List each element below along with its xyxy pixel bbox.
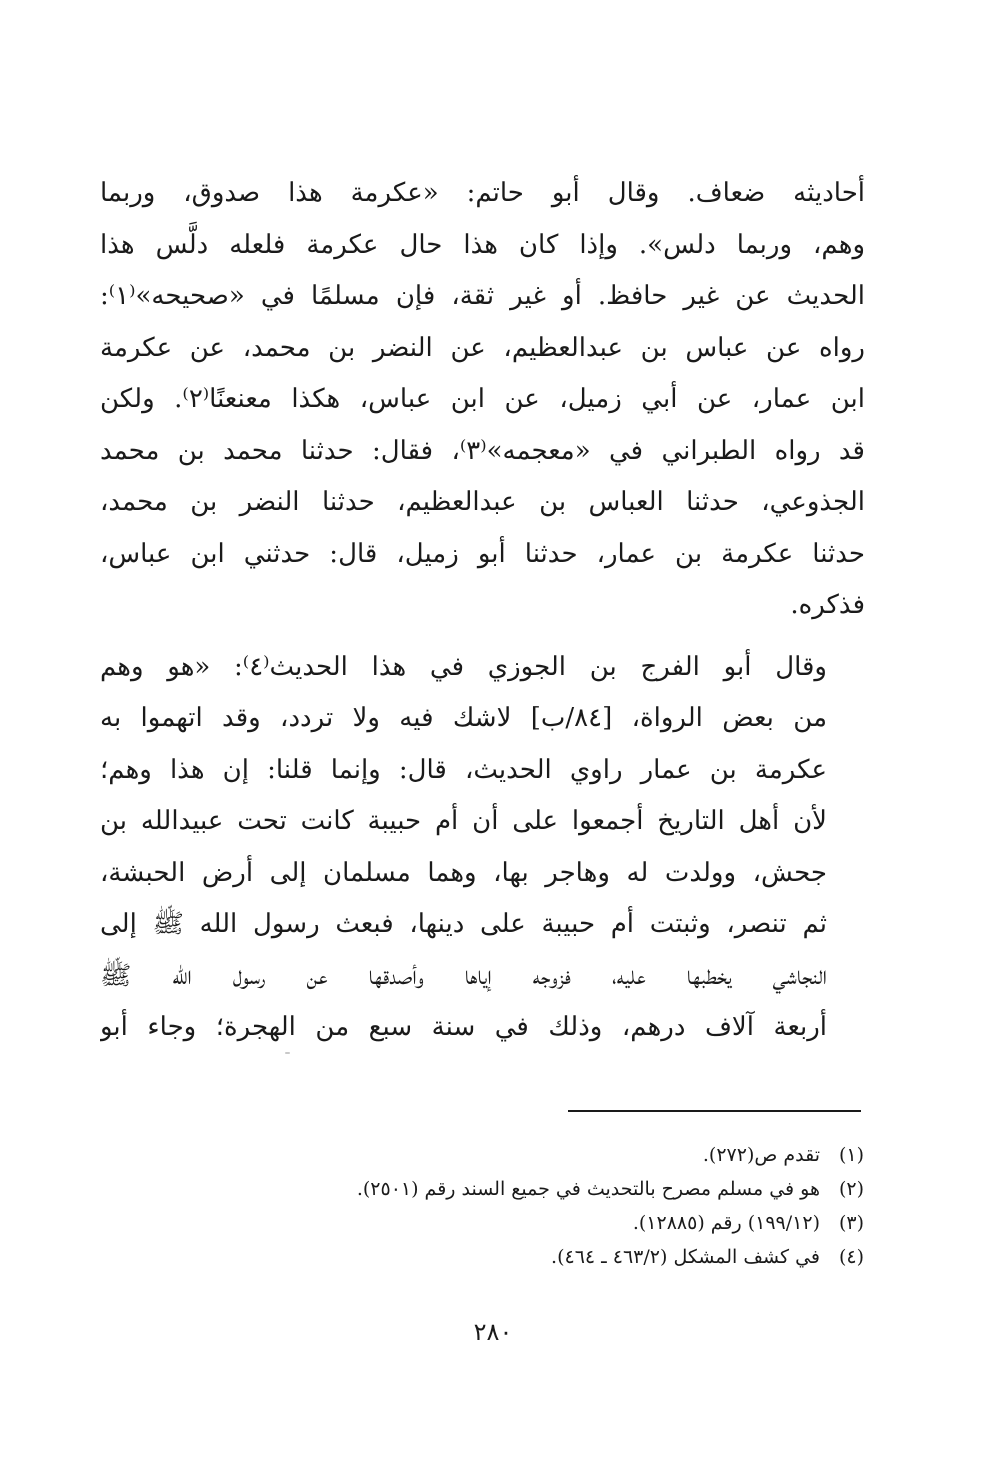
footnote-2 [164,1172,864,1206]
main-text [100,168,865,1054]
footnote-number: (٣) [838,1212,864,1234]
text-line: لأن أهل التاريخ أجمعوا على أن أم حبيبة كانت تحت عبيدالله بن [100,806,827,836]
text-line: رواه عن عباس بن عبدالعظيم، عن النضر بن محمد، عن عكرمة [100,332,865,363]
paragraph-2 [100,642,865,1054]
text-line: ثم تنصر، وثبتت أم حبيبة على دينها، فبعث رسول الله ﷺ إلى [100,909,827,939]
footnote-text: في كشف المشكل (٤٦٣/٢ ـ ٤٦٤). [551,1246,820,1268]
text-line: أحاديثه ضعاف. وقال أبو حاتم: «عكرمة هذا صدوق، وربما [100,178,865,208]
text-line: حدثنا عكرمة بن عمار، حدثنا أبو زميل، قال: حدثني ابن عباس، [100,538,865,569]
footnote-4 [164,1240,864,1274]
text-line: النجاشي يخطبها عليه، فزوجه إياها وأصدقها عن رسول الله ﷺ [100,960,827,991]
footnotes [164,1138,864,1274]
text-line: فذكره. [790,590,865,620]
text-line: عكرمة بن عمار راوي الحديث، قال: وإنما قلنا: إن هذا وهم؛ [100,754,827,785]
footnote-number: (٢) [838,1178,864,1200]
text-line: وقال أبو الفرج بن الجوزي في هذا الحديث⁽٤⁾: «هو وهم [100,651,827,682]
footnote-1 [164,1138,864,1172]
page-number: ٢٨٠ [473,1318,513,1346]
text-line: ابن عمار، عن أبي زميل، عن ابن عباس، هكذا معنعنًا⁽٢⁾. ولكن [100,384,865,414]
text-line: الحديث عن غير حافظ. أو غير ثقة، فإن مسلمًا في «صحيحه»⁽١⁾: [100,281,865,311]
paragraph-1 [100,168,865,632]
footnote-number: (٤) [838,1246,864,1268]
footnote-number: (١) [838,1144,864,1166]
footnote-separator [568,1110,861,1112]
footnote-3 [164,1206,864,1240]
text-line: قد رواه الطبراني في «معجمه»⁽٣⁾، فقال: حدثنا محمد بن محمد [100,435,865,466]
text-line: أربعة آلاف درهم، وذلك في سنة سبع من الهجرة؛ وجاء أبو [100,1012,827,1042]
text-line: وهم، وربما دلس». وإذا كان هذا حال عكرمة فلعله دلَّس هذا [100,229,865,260]
text-line: من بعض الرواة، [٨٤/ب] لاشك فيه ولا تردد، وقد اتهموا به [100,703,827,733]
text-line: جحش، وولدت له وهاجر بها، وهما مسلمان إلى أرض الحبشة، [100,857,827,888]
text-line: الجذوعي، حدثنا العباس بن عبدالعظيم، حدثنا النضر بن محمد، [100,487,865,517]
footnote-text: (١٩٩/١٢) رقم (١٢٨٨٥). [632,1212,820,1234]
footnote-text: هو في مسلم مصرح بالتحديث في جميع السند رقم (٢٥٠١). [356,1178,820,1200]
scan-speck [285,1052,290,1054]
footnote-text: تقدم ص(٢٧٢). [702,1144,820,1166]
